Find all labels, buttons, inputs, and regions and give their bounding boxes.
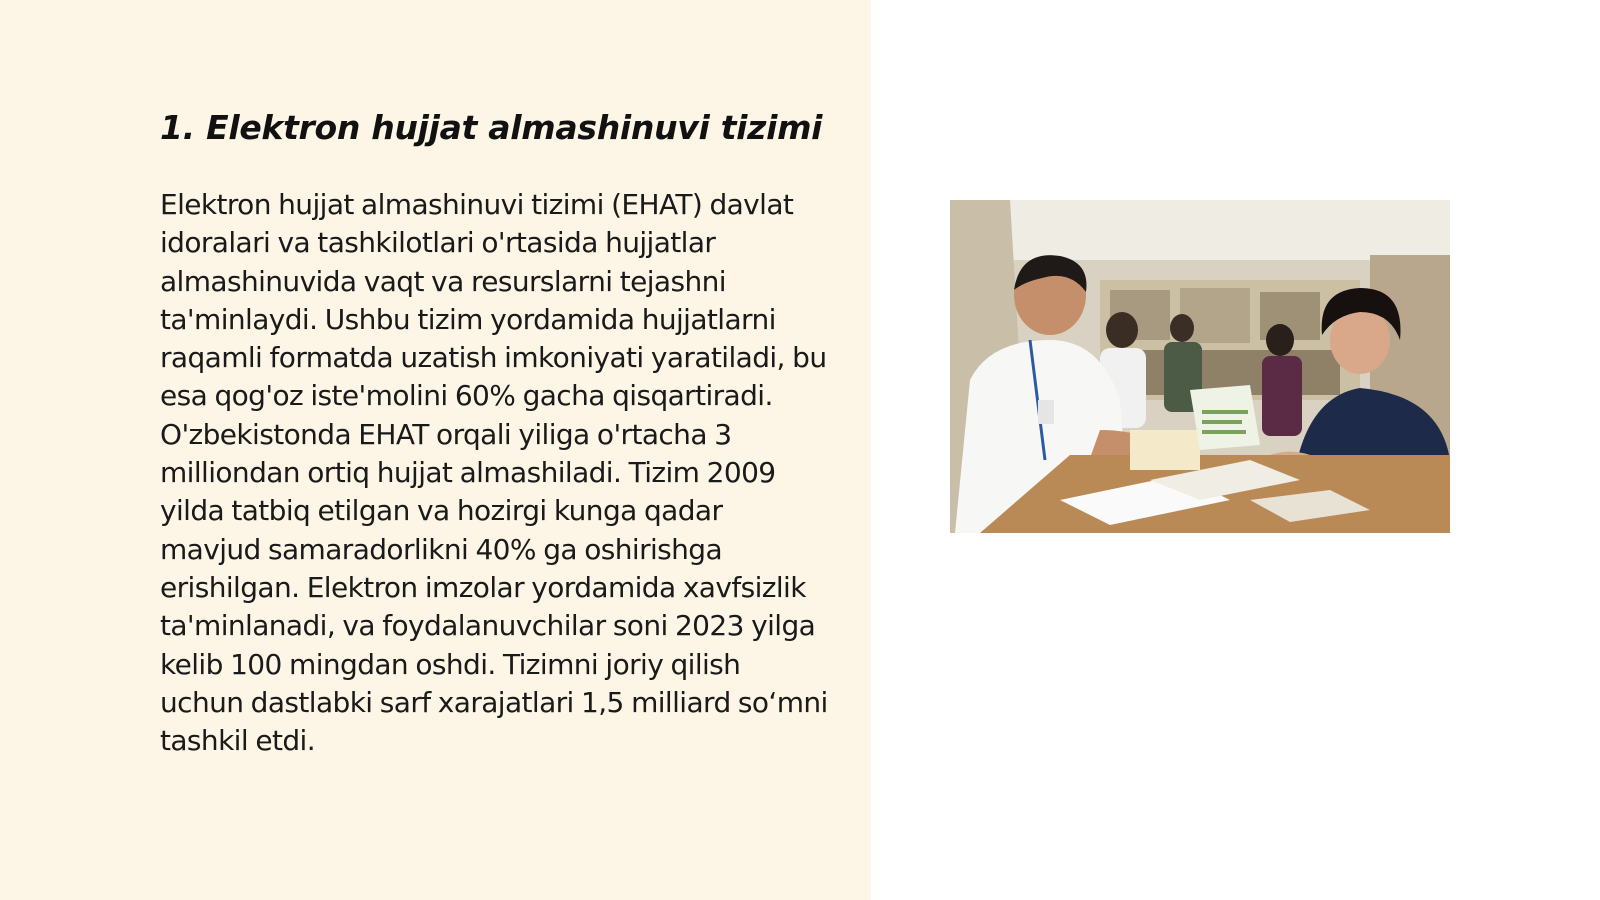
slide-body-text: Elektron hujjat almashinuvi tizimi (EHAT) davlat idoralari va tashkilotlari o'rtasida hujjatlar almashinuvida vaqt va resurslarni tejashni ta'minlaydi. Ushbu tizim yordamida hujjatlarni raqamli formatda uzatish imkoniyati yaratiladi, bu esa qog'oz iste'molini 60% gacha qisqartiradi. O'zbekistonda EHAT orqali yiliga o'rtacha 3 milliondan ortiq hujjat almashiladi. Tizim 2009 yilda tatbiq etilgan va hozirgi kunga qadar mavjud samaradorlikni 40% ga oshirishga erishilgan. Elektron imzolar yordamida xavfsizlik ta'minlanadi, va foydalanuvchilar soni 2023 yilga kelib 100 mingdan oshdi. Tizimni joriy qilish uchun dastlabki sarf xarajatlari 1,5 milliard so‘mni tashkil etdi. [160,188,828,758]
office-workers-photo [950,200,1450,533]
photo-illustration [950,200,1450,533]
slide-title: 1. Elektron hujjat almashinuvi tizimi [160,108,823,147]
